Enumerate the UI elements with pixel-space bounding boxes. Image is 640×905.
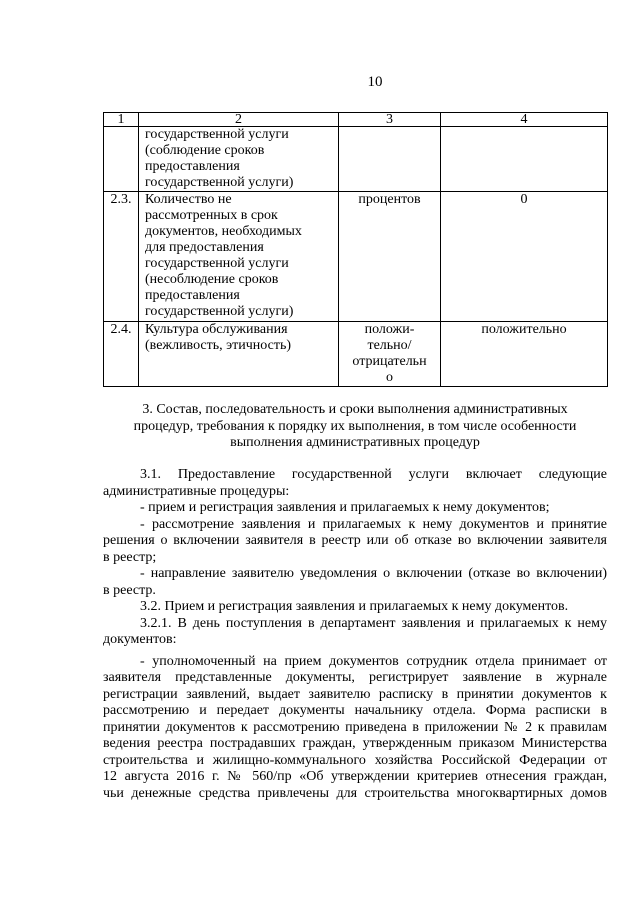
- heading-line: выполнения административных процедур: [230, 435, 480, 450]
- text-line: строительства и жилищно-коммунального хозяйства Российской Федерации от: [103, 752, 607, 768]
- row-number-cell: 2.4.: [104, 322, 139, 387]
- page-number: 10: [367, 74, 383, 90]
- unit-cell: [339, 322, 441, 387]
- text-line: ведения реестра пострадавших граждан, утвержденным приказом Министерства: [103, 736, 607, 751]
- text-line: административные процедуры:: [103, 483, 290, 499]
- table-header-cell: 4: [441, 113, 608, 127]
- row-number-cell: 2.3.: [104, 192, 139, 322]
- unit-cell: [339, 127, 441, 192]
- table-header-row: [104, 113, 608, 127]
- table-header-cell: 1: [104, 113, 139, 127]
- text-line: - рассмотрение заявления и прилагаемых к нему документов и принятие: [140, 516, 607, 532]
- unit-line: положи-: [364, 322, 415, 337]
- value-cell: [441, 127, 608, 192]
- text-line: - прием и регистрация заявления и прилагаемых к нему документов;: [140, 500, 550, 515]
- text-line: - направление заявителю уведомления о включении (отказе во включении): [140, 566, 607, 581]
- text-line: в реестр.: [103, 582, 156, 598]
- paragraph: [103, 500, 607, 517]
- indicator-line: документов, необходимых: [145, 224, 302, 239]
- heading-line: 3. Состав, последовательность и сроки выполнения административных: [142, 402, 568, 417]
- text-line: чьи денежные средства привлечены для строительства многоквартирных домов: [103, 785, 607, 801]
- unit-line: о: [386, 370, 393, 385]
- text-line: регистрации заявлений, выдает заявителю расписку в принятии документов к: [103, 686, 607, 702]
- table-row: [104, 127, 608, 192]
- table-header-cell: 2: [139, 113, 339, 127]
- text-line: 12 августа 2016 г. № 560/пр «Об утверждении критериев отнесения граждан,: [103, 769, 607, 784]
- text-line: заявителя представленные документы, регистрирует заявление в журнале: [103, 670, 607, 685]
- unit-line: процентов: [358, 192, 421, 207]
- indicator-line: рассмотренных в срок: [145, 208, 278, 223]
- row-number-cell: [104, 127, 139, 192]
- text-line: в реестр;: [103, 549, 157, 565]
- indicator-line: для предоставления: [145, 240, 264, 255]
- indicator-line: государственной услуги: [145, 256, 289, 271]
- indicator-cell: [139, 322, 339, 387]
- paragraph: [103, 616, 607, 649]
- text-line: 3.2.1. В день поступления в департамент заявления и прилагаемых к нему: [140, 615, 607, 631]
- indicators-table: [103, 112, 608, 387]
- indicator-line: Количество не: [145, 192, 232, 207]
- text-line: решения о включении заявителя в реестр или об отказе во включении заявителя: [103, 533, 607, 548]
- text-line: 3.1. Предоставление государственной услуги включает следующие: [140, 467, 607, 482]
- paragraph: [103, 566, 607, 599]
- indicator-line: предоставления: [145, 288, 240, 303]
- value-cell: положительно: [441, 322, 608, 387]
- table-row: [104, 192, 608, 322]
- heading-line: процедур, требования к порядку их выполнения, в том числе особенности: [133, 418, 577, 434]
- indicator-line: (вежливость, этичность): [145, 338, 292, 353]
- section-heading: [103, 402, 607, 452]
- indicator-line: государственной услуги): [145, 175, 294, 190]
- text-line: документов:: [103, 632, 177, 647]
- indicator-line: государственной услуги): [145, 304, 294, 319]
- indicator-line: Культура обслуживания: [145, 322, 288, 337]
- text-line: рассмотрению и передает документы начальнику отдела. Форма расписки в: [103, 703, 607, 718]
- text-line: - уполномоченный на прием документов сотрудник отдела принимает от: [140, 653, 607, 669]
- unit-line: отрицательн: [352, 354, 427, 369]
- indicator-cell: [139, 192, 339, 322]
- indicator-line: государственной услуги: [145, 127, 289, 142]
- paragraph: [103, 654, 607, 803]
- paragraph: [103, 599, 607, 616]
- value-cell: 0: [441, 192, 608, 322]
- unit-line: тельно/: [367, 338, 412, 353]
- indicator-cell: [139, 127, 339, 192]
- indicator-line: (несоблюдение сроков: [145, 272, 279, 287]
- unit-cell: [339, 192, 441, 322]
- text-line: 3.2. Прием и регистрация заявления и прилагаемых к нему документов.: [140, 599, 569, 614]
- table-header-cell: 3: [339, 113, 441, 127]
- paragraph: [103, 467, 607, 500]
- indicator-line: предоставления: [145, 159, 240, 174]
- body-text: [103, 467, 607, 802]
- text-line: принятии документов к рассмотрению приведена в приложении № 2 к правилам: [103, 719, 607, 735]
- paragraph: [103, 517, 607, 567]
- indicator-line: (соблюдение сроков: [145, 143, 265, 158]
- table-row: [104, 322, 608, 387]
